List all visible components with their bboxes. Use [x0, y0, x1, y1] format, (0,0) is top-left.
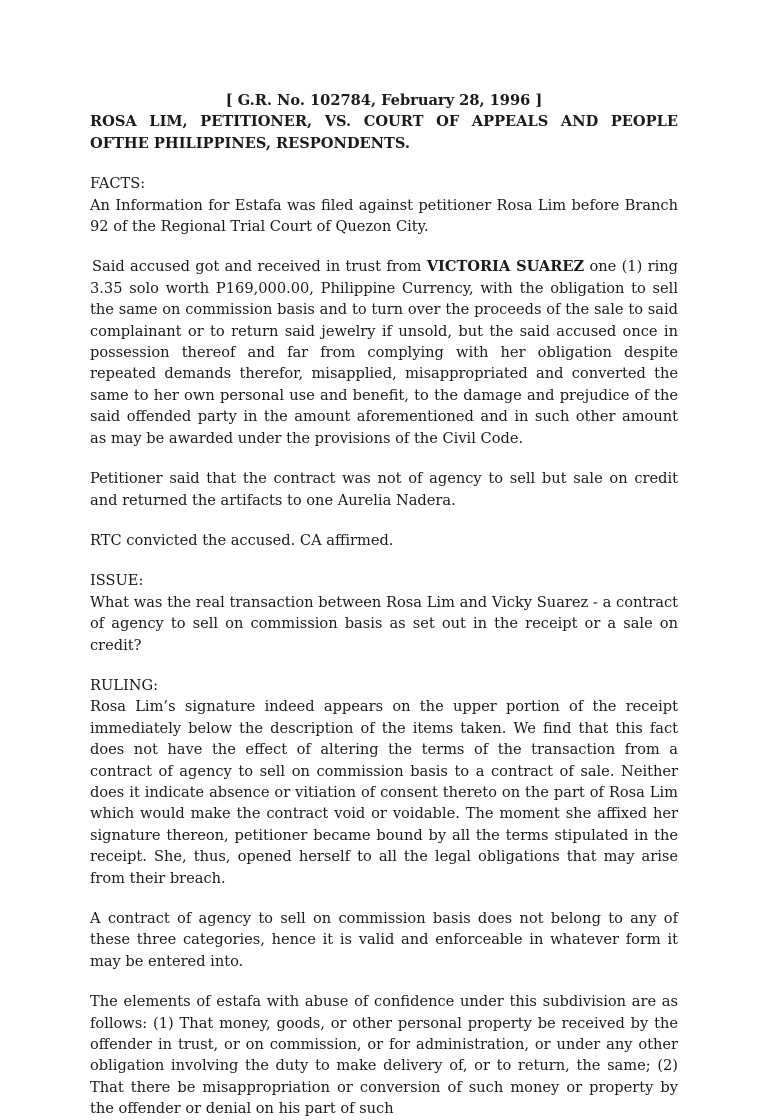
- case-citation: [ G.R. No. 102784, February 28, 1996 ]: [225, 92, 543, 109]
- facts-heading: FACTS:: [90, 175, 146, 193]
- case-parties: ROSA LIM, PETITIONER, VS. COURT OF APPEALS AND PEOPLE OFTHE PHILIPPINES, RESPONDENTS.: [90, 113, 678, 152]
- ruling-paragraph-3: The elements of estafa with abuse of confidence under this subdivision are as follows: (1) That money, goods, or other personal property be received by the offender in trust, or on commission, or for administration, or under any other obligation involving the duty to make delivery of, or to return, the same; (2) That there be misappropriation or conversion of such money or property by the offender or denial on his part of such: [90, 993, 678, 1118]
- issue-heading: ISSUE:: [90, 572, 144, 590]
- ruling-paragraph-2: A contract of agency to sell on commission basis does not belong to any of these three categories, hence it is valid and enforceable in whatever form it may be entered into.: [90, 910, 678, 970]
- facts-paragraph-1: An Information for Estafa was filed against petitioner Rosa Lim before Branch 92 of the Regional Trial Court of Quezon City.: [90, 196, 678, 236]
- issue-paragraph-1: What was the real transaction between Rosa Lim and Vicky Suarez - a contract of agency to sell on commission basis as set out in the receipt or a sale on credit?: [90, 593, 678, 654]
- facts-paragraph-2-intro: Said accused got and received in trust from: [92, 258, 427, 276]
- facts-paragraph-3: Petitioner said that the contract was not of agency to sell but sale on credit and returned the artifacts to one Aurelia Nadera.: [90, 470, 678, 509]
- facts-paragraph-2-body: one (1) ring 3.35 solo worth P169,000.00, Philippine Currency, with the obligation to sell the same on commission basis and to turn over the proceeds of the sale to said complainant or to return said jewelry if unsold, but the said accused once in possession thereof and far from complying with her obligation despite repeated demands therefor, misapplied, misappropriated and converted the same to her own personal use and benefit, to the damage and prejudice of the said offended party in the amount aforementioned and in such other amount as may be awarded under the provisions of the Civil Code.: [90, 258, 678, 447]
- document-body: [90, 90, 678, 1120]
- complainant-name: VICTORIA SUAREZ: [426, 258, 585, 276]
- ruling-heading: RULING:: [90, 676, 159, 694]
- facts-paragraph-4: RTC convicted the accused. CA affirmed.: [90, 531, 394, 549]
- ruling-paragraph-1: Rosa Lim’s signature indeed appears on the upper portion of the receipt immediately below the description of the items taken. We find that this fact does not have the effect of altering the terms of the transaction from a contract of agency to sell on commission basis to a contract of sale. Neither does it indicate absence or vitiation of consent thereto on the part of Rosa Lim which would make the contract void or voidable. The moment she affixed her signature thereon, petitioner became bound by all the terms stipulated in the receipt. She, thus, opened herself to all the legal obligations that may arise from their breach.: [90, 698, 678, 887]
- facts-paragraph-2: [90, 256, 678, 449]
